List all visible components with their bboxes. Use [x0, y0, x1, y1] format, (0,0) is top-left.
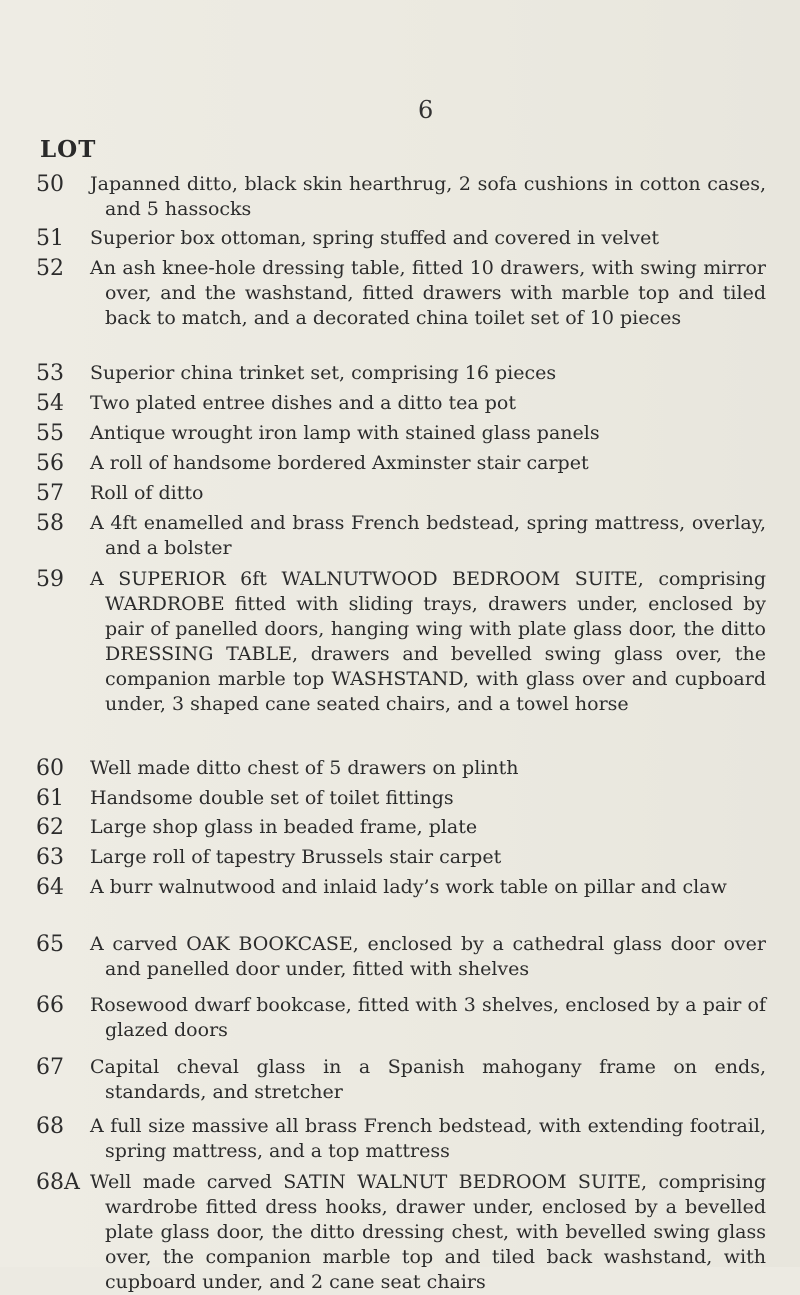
lot-number: 52 — [36, 256, 64, 281]
lot-description: Handsome double set of toilet fittings — [90, 787, 454, 809]
lot-number: 67 — [36, 1055, 64, 1080]
lot-description: Antique wrought iron lamp with stained glass panels — [90, 422, 600, 444]
lot-description: Roll of ditto — [90, 482, 204, 504]
lot-number: 58 — [36, 511, 64, 536]
lot-description: Capital cheval glass in a Spanish mahogany frame on ends, standards, and stretcher — [90, 1056, 766, 1103]
lot-number: 50 — [36, 172, 64, 197]
lot-description: Large shop glass in beaded frame, plate — [90, 816, 478, 838]
lot-number: 53 — [36, 361, 64, 386]
lot-description: A SUPERIOR 6ft WALNUTWOOD BEDROOM SUITE, comprising WARDROBE fitted with sliding trays, drawers under, enclosed by pair of panelled doors, hanging wing with plate glass door, the ditto DRESSING TABLE, drawers and bevelled swing glass over, the companion marble top WASHSTAND, with glass over and cupboard under, 3 shaped cane seated chairs, and a towel horse — [90, 568, 766, 715]
lot-number: 62 — [36, 815, 64, 840]
lot-number: 68 — [36, 1114, 64, 1139]
lot-number: 56 — [36, 451, 64, 476]
lot-description: Well made ditto chest of 5 drawers on plinth — [90, 757, 519, 779]
lot-description: Superior china trinket set, comprising 16 pieces — [90, 362, 557, 384]
lot-number: 55 — [36, 421, 64, 446]
lot-number: 59 — [36, 567, 64, 592]
lot-number: 68A — [36, 1170, 80, 1195]
lot-number: 57 — [36, 481, 64, 506]
lot-number: 64 — [36, 875, 64, 900]
lot-description: A carved OAK BOOKCASE, enclosed by a cathedral glass door over and panelled door under, fitted with shelves — [90, 933, 766, 980]
page-number: 6 — [418, 96, 434, 124]
lot-number: 66 — [36, 993, 64, 1018]
lot-description: An ash knee-hole dressing table, fitted 10 drawers, with swing mirror over, and the washstand, fitted drawers with marble top and tiled back to match, and a decorated china toilet set of 10 pieces — [90, 257, 766, 329]
lot-column-header: LOT — [40, 136, 97, 163]
lot-number: 65 — [36, 932, 64, 957]
lot-description: Rosewood dwarf bookcase, fitted with 3 shelves, enclosed by a pair of glazed doors — [90, 994, 766, 1041]
lot-description: Japanned ditto, black skin hearthrug, 2 sofa cushions in cotton cases, and 5 hassocks — [90, 173, 766, 220]
lot-description: A roll of handsome bordered Axminster stair carpet — [90, 452, 589, 474]
lot-description: Well made carved SATIN WALNUT BEDROOM SUITE, comprising wardrobe fitted dress hooks, drawer under, enclosed by a bevelled plate glass door, the ditto dressing chest, with bevelled swing glass over, the companion marble top and tiled back washstand, with cupboard under, and 2 cane seat chairs — [90, 1171, 766, 1293]
lot-description: Two plated entree dishes and a ditto tea pot — [90, 392, 516, 414]
lot-description: A burr walnutwood and inlaid lady’s work table on pillar and claw — [90, 876, 727, 898]
lot-number: 63 — [36, 845, 64, 870]
lot-description: A 4ft enamelled and brass French bedstead, spring mattress, overlay, and a bolster — [90, 512, 766, 559]
lot-description: Large roll of tapestry Brussels stair carpet — [90, 846, 502, 868]
lot-number: 51 — [36, 226, 64, 251]
lot-number: 54 — [36, 391, 64, 416]
lot-description: Superior box ottoman, spring stuffed and covered in velvet — [90, 227, 659, 249]
lot-number: 61 — [36, 786, 64, 811]
lot-number: 60 — [36, 756, 64, 781]
lot-description: A full size massive all brass French bedstead, with extending footrail, spring mattress, and a top mattress — [90, 1115, 766, 1162]
